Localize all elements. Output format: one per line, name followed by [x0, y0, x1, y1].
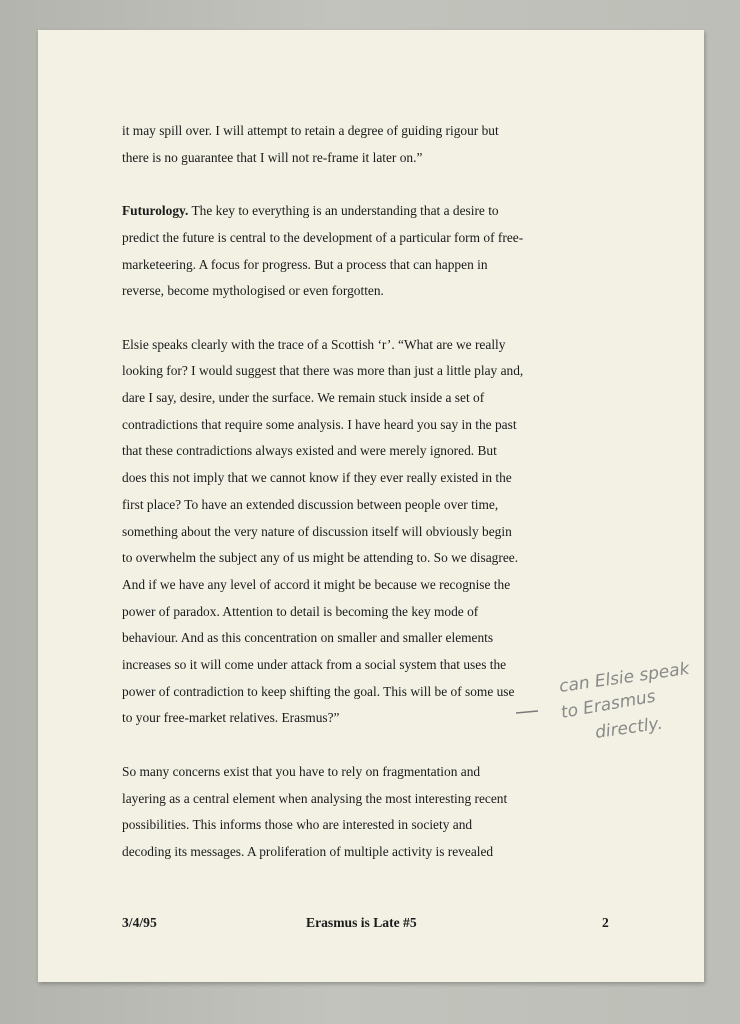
annotation-line: can Elsie speak: [557, 658, 691, 697]
text-line: decoding its messages. A proliferation of multiple activity is revealed: [122, 843, 494, 859]
paragraph-concerns: [122, 759, 532, 866]
text-line: behaviour. And as this concentration on smaller and smaller elements: [122, 630, 494, 646]
text-line: power of contradiction to keep shifting the goal. This will be of some use: [122, 683, 515, 699]
paragraph-futurology: [122, 198, 532, 305]
page-number: 2: [602, 915, 609, 930]
paragraph-lead-heading: Futurology.: [122, 203, 189, 219]
paragraph-elsie: [122, 332, 532, 733]
text-line: to overwhelm the subject any of us might be attending to. So we disagree.: [122, 550, 519, 566]
footer-date: 3/4/95: [122, 915, 157, 930]
text-line: it may spill over. I will attempt to retain a degree of guiding rigour but: [122, 123, 499, 138]
text-line: marketeering. A focus for progress. But a process that can happen in: [122, 256, 488, 272]
annotation-line: directly.: [593, 713, 664, 743]
text-line: increases so it will come under attack from a social system that uses the: [122, 657, 507, 673]
text-line: layering as a central element when analysing the most interesting recent: [122, 790, 508, 806]
text-line: does this not imply that we cannot know if they ever really existed in the: [122, 470, 512, 486]
document-body: [122, 118, 532, 892]
text-line: reverse, become mythologised or even forgotten.: [122, 283, 384, 299]
text-line: And if we have any level of accord it might be because we recognise the: [122, 576, 511, 592]
text-line: power of paradox. Attention to detail is becoming the key mode of: [122, 603, 479, 619]
text-line: looking for? I would suggest that there was more than just a little play and,: [122, 363, 524, 379]
text-line: [122, 198, 532, 225]
annotation-dash: [516, 711, 538, 713]
handwritten-annotation: [516, 658, 706, 748]
annotation-drawing: [516, 658, 706, 748]
text-line: something about the very nature of discussion itself will obviously begin: [122, 523, 512, 539]
text-line: that these contradictions always existed and were merely ignored. But: [122, 443, 497, 459]
text-line: first place? To have an extended discussion between people over time,: [122, 496, 499, 512]
paragraph-1: [122, 118, 532, 171]
text-line: dare I say, desire, under the surface. We remain stuck inside a set of: [122, 390, 485, 405]
text-line: predict the future is central to the development of a particular form of free-: [122, 229, 524, 245]
text-line: Elsie speaks clearly with the trace of a Scottish ‘r’. “What are we really: [122, 336, 506, 352]
text-line: there is no guarantee that I will not re-frame it later on.”: [122, 149, 423, 165]
annotation-line: to Erasmus: [559, 686, 658, 723]
text-line: to your free-market relatives. Erasmus?”: [122, 710, 340, 726]
text-line: So many concerns exist that you have to rely on fragmentation and: [122, 763, 481, 779]
text-line: contradictions that require some analysis. I have heard you say in the past: [122, 416, 517, 432]
text-line-rest: The key to everything is an understanding that a desire to: [188, 203, 499, 219]
text-line: possibilities. This informs those who are interested in society and: [122, 817, 473, 833]
footer-title: Erasmus is Late #5: [306, 915, 417, 930]
